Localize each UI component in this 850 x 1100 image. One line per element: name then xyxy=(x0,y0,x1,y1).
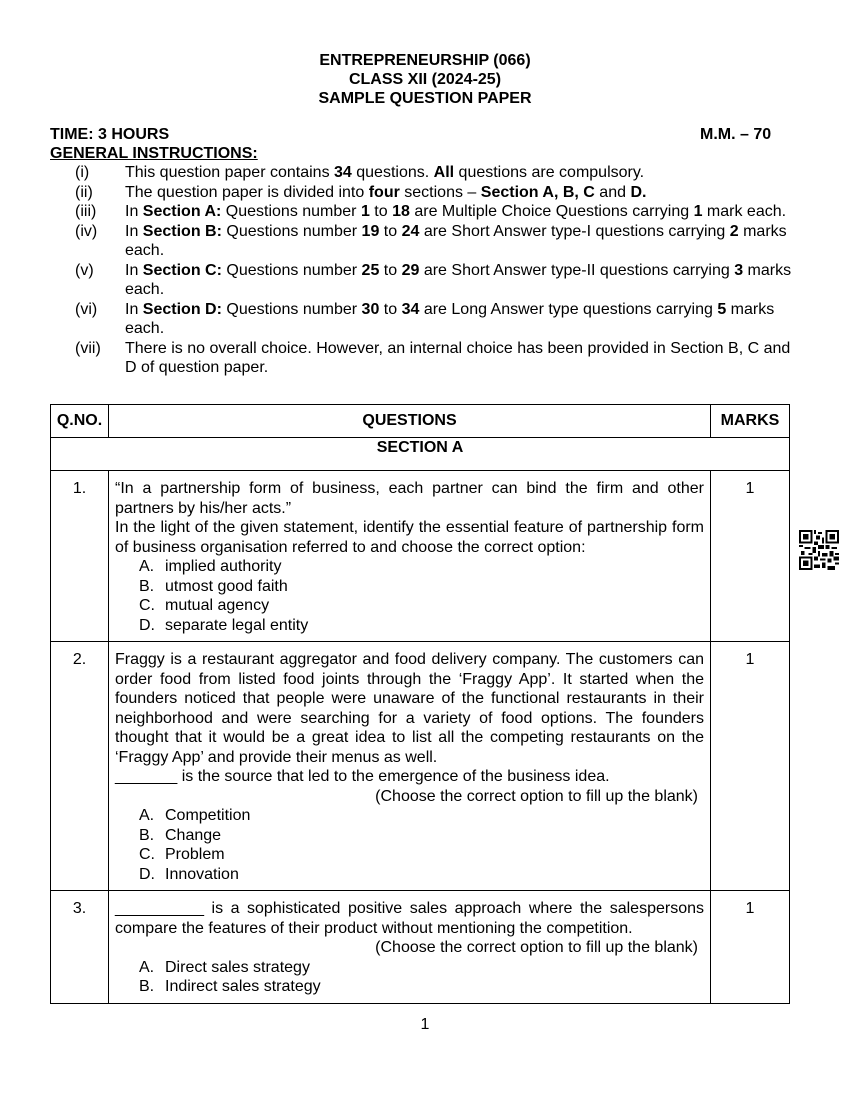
paper-header xyxy=(0,51,850,108)
instruction-segment: to xyxy=(369,203,393,220)
question-marks: 1 xyxy=(711,471,790,642)
instruction-segment: Questions number xyxy=(221,300,362,318)
option-letter: C. xyxy=(139,846,155,863)
question-text-cell xyxy=(109,471,711,642)
section-title: SECTION A xyxy=(51,438,790,471)
instruction-segment: to xyxy=(379,222,402,240)
qr-code-icon xyxy=(799,530,839,570)
question-number: 2. xyxy=(51,642,109,891)
option-text: utmost good faith xyxy=(165,577,288,595)
option-letter: B. xyxy=(139,978,155,995)
instruction-number: (ii) xyxy=(75,183,93,201)
instruction-segment: 1 xyxy=(693,203,703,220)
instruction-item xyxy=(50,339,795,378)
option-text: Indirect sales strategy xyxy=(165,978,321,995)
options-list xyxy=(139,557,704,635)
instruction-segment: are Long Answer type questions carrying xyxy=(419,300,718,318)
question-marks: 1 xyxy=(711,891,790,1004)
question-paragraph: In the light of the given statement, identify the essential feature of partnership form of business organisation referred to and choose the correct option: xyxy=(115,519,704,556)
instruction-segment: to xyxy=(379,300,402,318)
instruction-item xyxy=(50,183,795,203)
instruction-segment: marks each. xyxy=(125,222,787,259)
option-text: implied authority xyxy=(165,558,282,575)
instruction-item xyxy=(50,300,795,339)
general-instructions-title: GENERAL INSTRUCTIONS: xyxy=(50,145,258,162)
instruction-segment: 25 xyxy=(361,261,380,279)
question-paragraph: Fraggy is a restaurant aggregator and food delivery company. The customers can order food from listed food joints through the ‘Fraggy App’. It started when the founders noticed that people were unaware of the functional restaurants in their neighborhood and were searching for a variety of food options. The founders thought that it would be a great idea to list all the competing restaurants on the ‘Fraggy App’ and provide their menus as well. xyxy=(115,651,704,766)
question-paragraph: _______ is the source that led to the emergence of the business idea. xyxy=(115,768,610,785)
section-row xyxy=(51,438,790,471)
option-text: Change xyxy=(165,826,222,844)
question-marks: 1 xyxy=(711,642,790,891)
instruction-number: (iv) xyxy=(75,222,98,240)
instruction-segment: 30 xyxy=(361,300,380,318)
question-text-cell xyxy=(109,642,711,891)
question-paragraph: __________ is a sophisticated positive sales approach where the salespersons compare the features of their product without mentioning the competition. xyxy=(115,900,704,937)
instruction-segment: sections – xyxy=(399,183,481,201)
instruction-segment: mark each. xyxy=(702,203,787,220)
option-text: Direct sales strategy xyxy=(165,958,310,976)
instruction-item xyxy=(50,261,795,300)
instruction-text xyxy=(125,222,795,261)
instruction-segment: Questions number xyxy=(221,261,362,279)
option-item xyxy=(139,958,704,978)
instruction-text xyxy=(125,202,795,222)
class-title: CLASS XII (2024-25) xyxy=(348,71,502,88)
option-text: Competition xyxy=(165,807,251,824)
option-item xyxy=(139,596,704,616)
questions-header: QUESTIONS xyxy=(109,405,711,438)
page-number: 1 xyxy=(420,1016,430,1033)
option-item xyxy=(139,577,704,597)
option-letter: A. xyxy=(139,558,155,575)
instruction-segment: Section A, B, C xyxy=(480,183,595,201)
option-letter: A. xyxy=(139,807,155,824)
instruction-segment: questions. xyxy=(351,164,434,181)
question-paragraph: “In a partnership form of business, each partner can bind the firm and other partners by his/her acts.” xyxy=(115,480,704,517)
instruction-segment: 24 xyxy=(401,222,420,240)
instruction-segment: Section C: xyxy=(142,261,222,279)
instruction-segment: Questions number xyxy=(221,203,361,220)
instruction-segment: 29 xyxy=(401,261,420,279)
instruction-segment: 19 xyxy=(361,222,380,240)
instruction-segment: Section B: xyxy=(142,222,222,240)
marks-header: MARKS xyxy=(711,405,790,438)
option-item xyxy=(139,557,704,577)
instruction-segment: 34 xyxy=(334,164,352,181)
options-list xyxy=(139,806,704,884)
option-item xyxy=(139,845,704,865)
instruction-segment: four xyxy=(368,183,400,201)
instruction-segment: marks each. xyxy=(125,261,792,298)
instruction-segment: marks each. xyxy=(125,300,775,337)
instruction-segment: In xyxy=(125,300,143,318)
instruction-segment: In xyxy=(125,222,143,240)
option-letter: B. xyxy=(139,826,155,844)
option-text: Problem xyxy=(165,846,225,863)
option-item xyxy=(139,826,704,846)
instruction-number: (v) xyxy=(75,261,94,279)
instruction-segment: In xyxy=(125,203,143,220)
table-header-row xyxy=(51,405,790,438)
instruction-segment: are Short Answer type-II questions carrying xyxy=(419,261,735,279)
instruction-segment: Section D: xyxy=(142,300,222,318)
instruction-segment: This question paper contains xyxy=(125,164,335,181)
instruction-item xyxy=(50,202,795,222)
choose-instruction: (Choose the correct option to fill up the blank) xyxy=(375,939,698,956)
instruction-item xyxy=(50,163,795,183)
instruction-segment: Questions number xyxy=(221,222,362,240)
instruction-segment: 18 xyxy=(392,203,410,220)
instruction-segment: 34 xyxy=(401,300,420,318)
max-marks-label: M.M. – 70 xyxy=(700,126,772,143)
option-letter: D. xyxy=(139,616,155,634)
option-letter: C. xyxy=(139,597,155,614)
option-text: Innovation xyxy=(165,865,239,883)
question-number: 1. xyxy=(51,471,109,642)
instruction-segment: 3 xyxy=(734,261,744,279)
instruction-text xyxy=(125,163,795,183)
instruction-text xyxy=(125,183,795,203)
options-list xyxy=(139,958,704,997)
instruction-segment: D. xyxy=(630,183,647,201)
question-number: 3. xyxy=(51,891,109,1004)
question-text-cell xyxy=(109,891,711,1004)
instruction-segment: 5 xyxy=(717,300,727,318)
instruction-segment: All xyxy=(433,164,455,181)
instruction-segment: Section A: xyxy=(142,203,222,220)
instruction-number: (iii) xyxy=(75,203,97,220)
instruction-number: (i) xyxy=(75,164,90,181)
instruction-item xyxy=(50,222,795,261)
question-table xyxy=(50,404,790,1004)
instruction-number: (vii) xyxy=(75,339,101,357)
option-text: separate legal entity xyxy=(165,616,309,634)
choose-instruction: (Choose the correct option to fill up the blank) xyxy=(375,787,698,805)
question-row xyxy=(51,642,790,891)
option-item xyxy=(139,616,704,636)
option-letter: B. xyxy=(139,577,155,595)
option-item xyxy=(139,806,704,826)
subject-title: ENTREPRENEURSHIP (066) xyxy=(319,52,531,69)
option-item xyxy=(139,977,704,997)
question-row xyxy=(51,471,790,642)
instruction-segment: are Multiple Choice Questions carrying xyxy=(409,203,694,220)
qno-header: Q.NO. xyxy=(51,405,109,438)
option-text: mutual agency xyxy=(165,597,270,614)
instruction-segment: and xyxy=(594,183,631,201)
instruction-segment: There is no overall choice. However, an internal choice has been provided in Section B, C and D of question paper. xyxy=(125,339,791,376)
instruction-segment: 1 xyxy=(360,203,370,220)
instructions-list xyxy=(50,163,795,378)
instruction-text xyxy=(125,261,795,300)
paper-title: SAMPLE QUESTION PAPER xyxy=(318,90,532,107)
instruction-number: (vi) xyxy=(75,300,98,318)
option-item xyxy=(139,865,704,885)
instruction-segment: questions are compulsory. xyxy=(454,164,645,181)
option-letter: A. xyxy=(139,958,155,976)
instruction-segment: The question paper is divided into xyxy=(125,183,369,201)
option-letter: D. xyxy=(139,865,155,883)
instruction-segment: are Short Answer type-I questions carrying xyxy=(419,222,730,240)
question-row xyxy=(51,891,790,1004)
time-label: TIME: 3 HOURS xyxy=(50,126,170,143)
instruction-segment: In xyxy=(125,261,143,279)
instruction-text xyxy=(125,339,795,378)
instruction-text xyxy=(125,300,795,339)
instruction-segment: 2 xyxy=(729,222,739,240)
instruction-segment: to xyxy=(379,261,402,279)
